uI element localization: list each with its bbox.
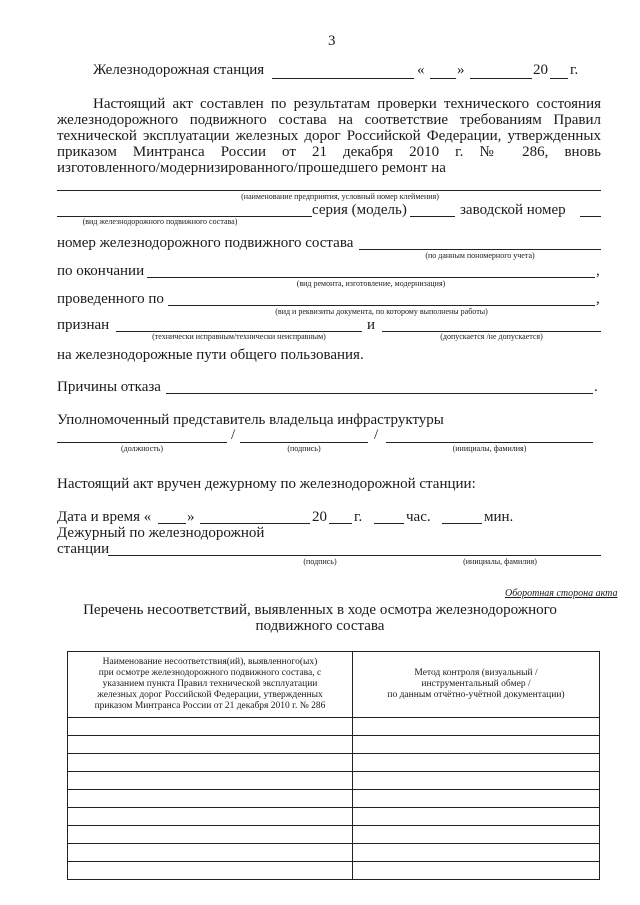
recognized-caption: (технически исправным/технически неисправным): [152, 332, 326, 341]
reverse-side-note: Оборотная сторона акта: [505, 588, 618, 599]
completion-field[interactable]: [147, 277, 595, 278]
refusal-field[interactable]: [166, 393, 593, 394]
representative-title: Уполномоченный представитель владельца инфраструктуры: [57, 412, 444, 428]
delivery-minutes-field[interactable]: [442, 523, 482, 524]
duty-officer-field[interactable]: [108, 555, 601, 556]
performed-field[interactable]: [168, 305, 595, 306]
nonconformity-table: [67, 651, 600, 880]
signature-caption: (подпись): [287, 444, 321, 453]
enterprise-field[interactable]: [57, 190, 601, 191]
and-label: и: [367, 317, 376, 333]
station-name-field[interactable]: [272, 78, 414, 79]
duty-label-line-1: Дежурный по железнодорожной: [57, 525, 265, 541]
enterprise-caption: (наименование предприятия, условный номер клеймения): [241, 192, 439, 201]
delivery-year-suffix: г.: [354, 509, 363, 525]
number-caption: (по данным пономерного учета): [425, 251, 535, 260]
completion-caption: (вид ремонта, изготовление, модернизация): [296, 279, 446, 288]
duty-name-caption: (инициалы, фамилия): [463, 557, 537, 566]
delivery-year-prefix: 20: [312, 509, 327, 525]
number-label: номер железнодорожного подвижного состава: [57, 235, 354, 251]
performed-label: проведенного по: [57, 291, 164, 307]
delivery-month-field[interactable]: [200, 523, 310, 524]
table-header-row: [68, 652, 600, 718]
public-tracks-text: на железнодорожные пути общего пользования.: [57, 347, 364, 363]
delivery-text: Настоящий акт вручен дежурному по железнодорожной станции:: [57, 476, 476, 492]
table-row[interactable]: [68, 862, 600, 880]
factory-number-label: заводской номер: [460, 202, 566, 218]
table-row[interactable]: [68, 790, 600, 808]
intro-line-2: железнодорожного подвижного состава на соответствие требованиям Правил: [57, 112, 601, 128]
table-row[interactable]: [68, 844, 600, 862]
datetime-close-quote: »: [187, 509, 195, 525]
performed-comma: ,: [596, 291, 600, 307]
representative-slash-2: /: [374, 427, 379, 443]
month-field[interactable]: [470, 78, 532, 79]
table-row[interactable]: [68, 754, 600, 772]
page-number: 3: [328, 33, 336, 49]
year-prefix: 20: [533, 62, 548, 78]
table-row[interactable]: [68, 808, 600, 826]
factory-number-field[interactable]: [580, 216, 601, 217]
delivery-day-field[interactable]: [158, 523, 186, 524]
performed-caption: (вид и реквизиты документа, по которому выполнены работы): [275, 307, 488, 316]
representative-signature-field[interactable]: [240, 442, 368, 443]
datetime-label: Дата и время «: [57, 509, 152, 525]
year-field[interactable]: [550, 78, 568, 79]
list-title-line-2: подвижного состава: [255, 618, 385, 634]
duty-label-line-2: станции: [57, 541, 110, 557]
series-field[interactable]: [410, 216, 455, 217]
intro-line-4: приказом Минтранса России от 21 декабря 2010 г. № 286, вновь: [57, 144, 601, 160]
date-close-quote: »: [457, 62, 465, 78]
minutes-label: мин.: [484, 509, 514, 525]
date-open-quote: «: [417, 62, 425, 78]
admitted-caption: (допускается /не допускается): [440, 332, 543, 341]
representative-slash-1: /: [231, 427, 236, 443]
position-caption: (должность): [121, 444, 163, 453]
table-row[interactable]: [68, 772, 600, 790]
station-label: Железнодорожная станция: [93, 62, 265, 78]
recognized-label: признан: [57, 317, 110, 333]
number-field[interactable]: [359, 249, 601, 250]
refusal-label: Причины отказа: [57, 379, 161, 395]
delivery-year-field[interactable]: [329, 523, 352, 524]
rolling-stock-type-caption: (вид железнодорожного подвижного состава): [82, 217, 238, 226]
delivery-hours-field[interactable]: [374, 523, 404, 524]
column-header-nonconformity: Наименование несоответствия(ий), выявленного(ых) при осмотре железнодорожного подвижного состава, с указанием пункта Правил технической эксплуатации железных дорог Российской Федерации, утвержденных приказом Минтранса России от 21 декабря 2010 г. № 286: [68, 652, 353, 718]
table-row[interactable]: [68, 718, 600, 736]
series-label: серия (модель): [312, 202, 407, 218]
completion-label: по окончании: [57, 263, 145, 279]
completion-comma: ,: [596, 263, 600, 279]
hours-label: час.: [406, 509, 431, 525]
table-row[interactable]: [68, 826, 600, 844]
column-header-control-method: Метод контроля (визуальный / инструментальный обмер / по данным отчётно-учётной документации): [353, 652, 600, 718]
intro-line-5: изготовленного/модернизированного/прошедшего ремонт на: [57, 160, 446, 176]
intro-line-3: технической эксплуатации железных дорог Российской Федерации, утвержденных: [57, 128, 601, 144]
day-field[interactable]: [430, 78, 456, 79]
list-title-line-1: Перечень несоответствий, выявленных в ходе осмотра железнодорожного: [83, 602, 557, 618]
representative-position-field[interactable]: [57, 442, 227, 443]
name-caption: (инициалы, фамилия): [452, 444, 527, 453]
table-row[interactable]: [68, 736, 600, 754]
representative-name-field[interactable]: [386, 442, 593, 443]
refusal-dot: .: [594, 379, 598, 395]
intro-line-1: Настоящий акт составлен по результатам проверки технического состояния: [93, 96, 601, 112]
year-suffix: г.: [570, 62, 579, 78]
duty-signature-caption: (подпись): [303, 557, 337, 566]
